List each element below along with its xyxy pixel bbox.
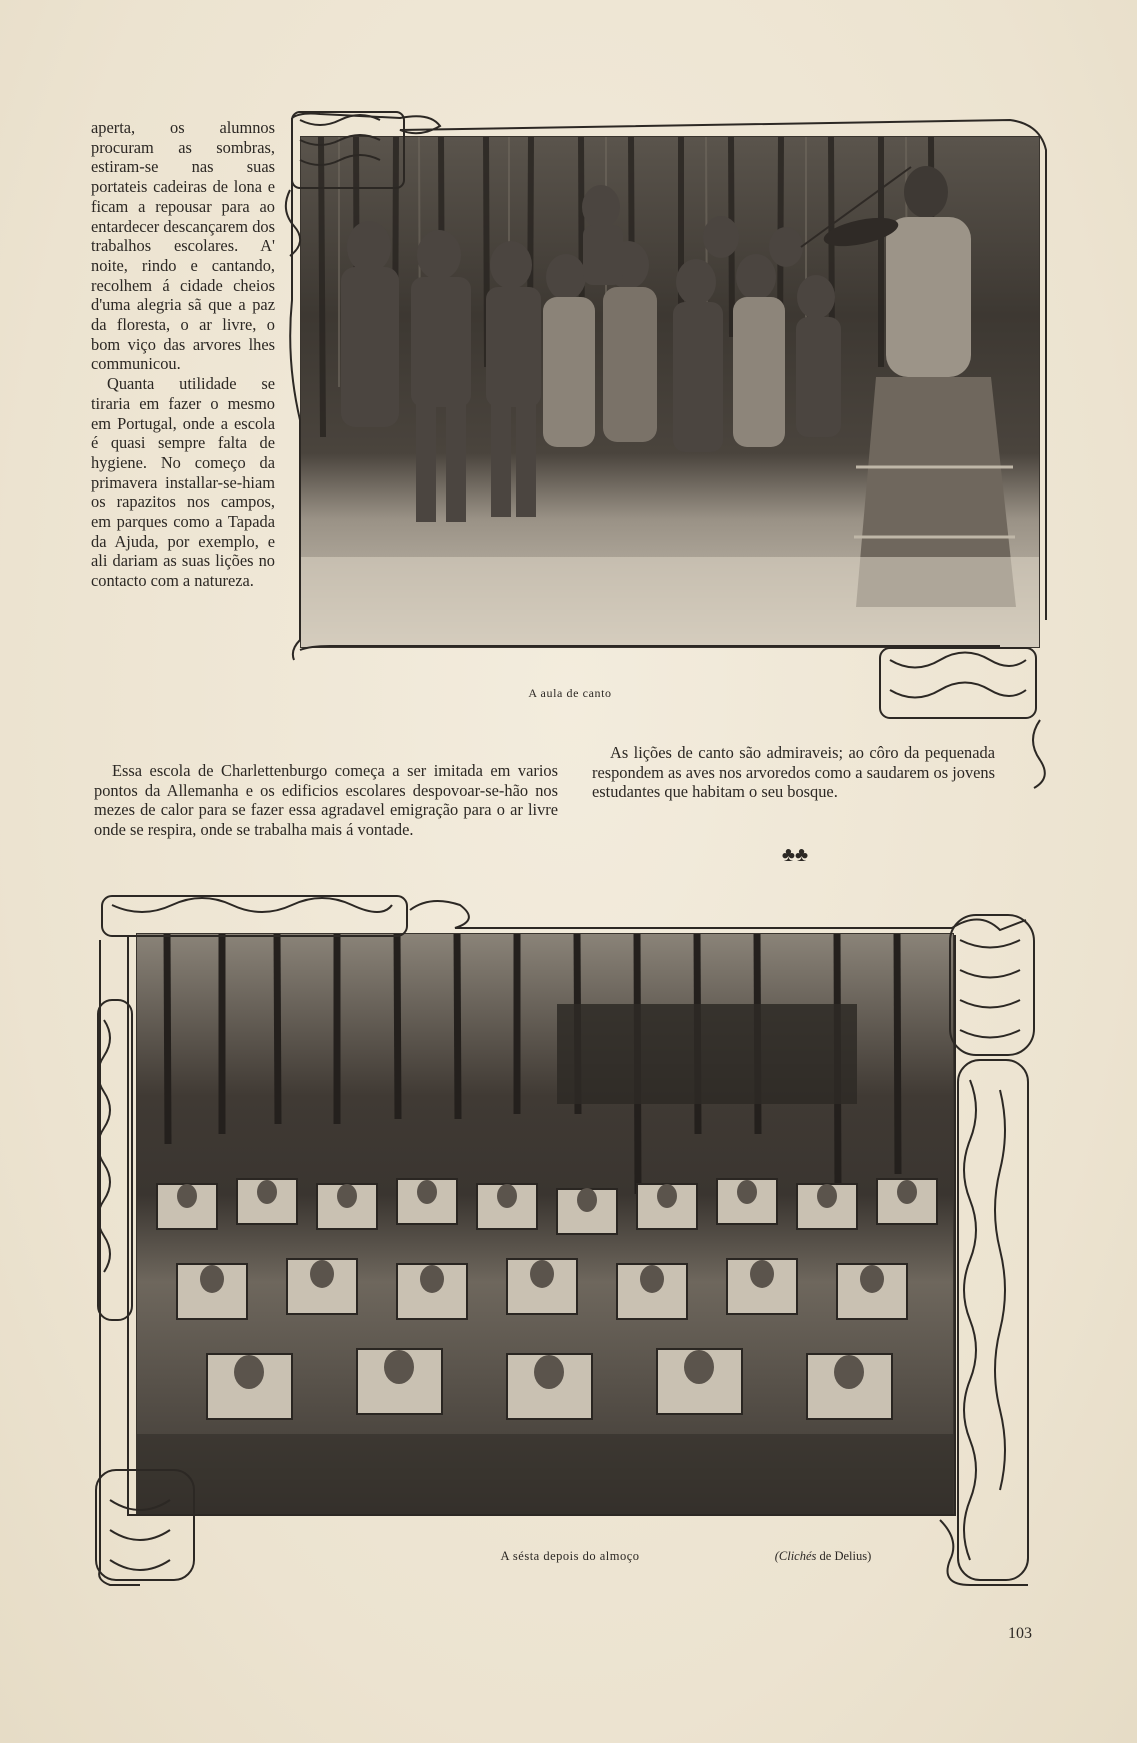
- right-paragraph: As lições de canto são admiraveis; ao côro da pequenada respondem as aves nos arvoredos como a saudarem os jovens estudantes que habitam o seu bosque.: [592, 743, 995, 802]
- caption-singing-lesson: A aula de canto: [528, 686, 612, 700]
- left-paragraph-1: aperta, os alumnos procuram as sombras, estiram-se nas suas portateis cadeiras de lona e ficam a repousar para ao entardecer descançarem dos trabalhos escolares. A' noite, rindo e cantando, recolhem á cidade cheios d'uma alegria sã que a paz da floresta, o ar livre, o bom viço das arvores lhes communicou.: [91, 118, 275, 374]
- credit-italic: (Clichés: [774, 1549, 817, 1563]
- page-number: 103: [1008, 1625, 1032, 1642]
- caption-siesta: A sésta depois do almoço: [500, 1549, 640, 1563]
- charlottenburg-paragraph: Essa escola de Charlettenburgo começa a ser imitada em varios pontos da Allemanha e os edificios escolares despovoar-se-hão nos mezes de calor para se fazer essa agradavel emigração para o ar livre onde se respira, onde se trabalha mais á vontade.: [94, 761, 558, 840]
- siesta-image: [137, 934, 953, 1514]
- singing-lesson-image: [301, 137, 1039, 647]
- photo-siesta: [136, 933, 954, 1515]
- left-paragraph-2: Quanta utilidade se tiraria em fazer o mesmo em Portugal, onde a escola é quasi sempre falta de hygiene. No começo da primavera installar-se-hiam os rapazitos nos campos, em parques como a Tapada da Ajuda, por exemplo, e ali dariam as suas lições no contacto com a natureza.: [91, 374, 275, 591]
- photo-credit: [748, 1549, 898, 1564]
- credit-rest: de Delius): [816, 1549, 872, 1563]
- fleuron-ornament: ♣♣: [781, 844, 809, 866]
- photo-singing-lesson: [300, 136, 1040, 648]
- left-text-column: [91, 118, 275, 591]
